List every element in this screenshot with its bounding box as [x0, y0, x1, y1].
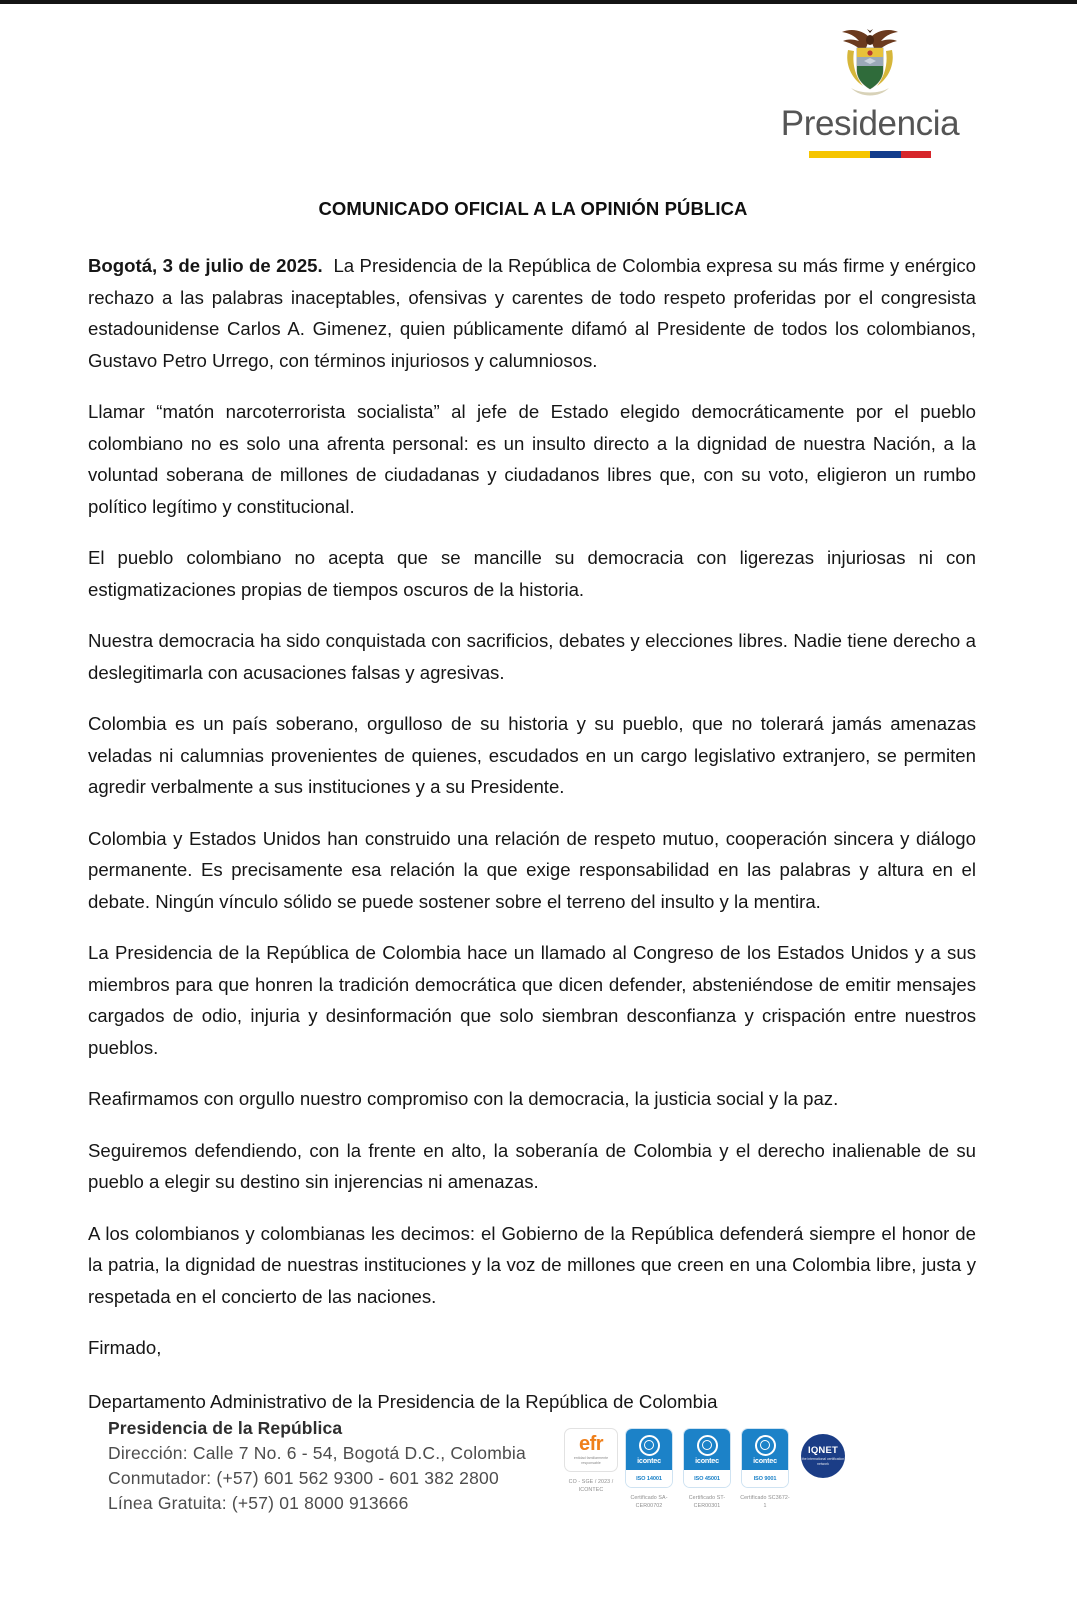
paragraph: Colombia y Estados Unidos han construido una relación de respeto mutuo, cooperación sincera y diálogo permanente. Es precisamente esa relación la que exige responsabilidad en las palabras y altura en el debate. Ningún vínculo sólido se puede sostener sobre el terreno del insulto y la mentira.: [88, 827, 976, 912]
colombia-coat-of-arms-icon: [833, 22, 907, 102]
efr-certification-icon: [564, 1428, 618, 1472]
icontec-wordmark: icontec: [637, 1455, 661, 1465]
paragraph: Reafirmamos con orgullo nuestro compromiso con la democracia, la justicia social y la paz.: [88, 1088, 839, 1109]
presidencia-logo: [755, 22, 985, 158]
icontec-caption: Certificado SA-CER00702: [630, 1495, 668, 1509]
icontec-standard: ISO 14001: [626, 1470, 672, 1487]
certification-badges: [565, 1428, 849, 1510]
icontec-caption: Certificado SC3672-1: [740, 1495, 790, 1509]
icontec-caption: Certificado ST-CER00301: [688, 1495, 726, 1509]
colombia-flag-bar-icon: [809, 151, 931, 158]
signatory-line: Departamento Administrativo de la Presidencia de la República de Colombia: [88, 1390, 718, 1412]
icontec-spiral-icon: [755, 1435, 776, 1456]
certification-icontec-45001: [681, 1428, 733, 1510]
paragraph: La Presidencia de la República de Colombia hace un llamado al Congreso de los Estados Unidos y a sus miembros para que honren la tradición democrática que dicen defender, absteniéndose de emitir mensajes cargados de odio, injuria y desinformación que solo siembran desconfianza y crispación entre nuestros pueblos.: [88, 942, 976, 1058]
paragraph-text: La Presidencia de la República de Colombia expresa su más firme y enérgico rechazo a las palabras inaceptables, ofensivas y carentes de todo respeto proferidas por el congresista estadounidense Carlos A. Gimenez, quien públicamente difamó al Presidente de todos los colombianos, Gustavo Petro Urrego, con términos injuriosos y calumniosos.: [88, 255, 976, 371]
iqnet-subtitle: the international certification network: [801, 1457, 845, 1466]
certification-icontec-9001: [739, 1428, 791, 1510]
document-footer: [0, 1394, 1077, 1599]
footer-address: Dirección: Calle 7 No. 6 - 54, Bogotá D.C., Colombia: [108, 1443, 526, 1463]
icontec-wordmark: icontec: [753, 1455, 777, 1465]
footer-switchboard: Conmutador: (+57) 601 562 9300 - 601 382 2800: [108, 1468, 499, 1488]
document-body: [88, 250, 976, 1437]
document-title: COMUNICADO OFICIAL A LA OPINIÓN PÚBLICA: [318, 198, 748, 219]
paragraph: Nuestra democracia ha sido conquistada con sacrificios, debates y elecciones libres. Nadie tiene derecho a deslegitimarla con acusaciones falsas y agresivas.: [88, 630, 976, 683]
paragraph: Llamar “matón narcoterrorista socialista” al jefe de Estado elegido democráticamente por el pueblo colombiano no es solo una afrenta personal: es un insulto directo a la dignidad de nuestra Nación, a la voluntad soberana de millones de ciudadanas y ciudadanos libres que, con su voto, eligieron un rumbo político legítimo y constitucional.: [88, 401, 976, 517]
icontec-standard: ISO 45001: [684, 1470, 730, 1487]
paragraph: Seguiremos defendiendo, con la frente en alto, la soberanía de Colombia y el derecho inalienable de su pueblo a elegir su destino sin injerencias ni amenazas.: [88, 1139, 976, 1192]
footer-toll-free: Línea Gratuita: (+57) 01 8000 913666: [108, 1493, 409, 1513]
icontec-spiral-icon: [697, 1435, 718, 1456]
iqnet-wordmark: IQNET: [807, 1444, 839, 1456]
iqnet-certification-icon: [801, 1434, 845, 1478]
paragraph: Colombia es un país soberano, orgulloso de su historia y su pueblo, que no tolerará jamás amenazas veladas ni calumnias provenientes de quienes, escudados en un cargo legislativo extranjero, se permiten agredir verbalmente a sus instituciones y a su Presidente.: [88, 713, 976, 797]
efr-wordmark: efr: [578, 1433, 604, 1456]
brand-wordmark: Presidencia: [780, 104, 960, 143]
paragraph-opening: [88, 250, 976, 376]
icontec-spiral-icon: [639, 1435, 660, 1456]
icontec-certification-icon: [683, 1428, 731, 1488]
certification-iqnet: [797, 1428, 849, 1485]
icontec-standard: ISO 9001: [742, 1470, 788, 1487]
contact-block: [108, 1416, 526, 1516]
dateline: Bogotá, 3 de julio de 2025.: [88, 255, 323, 276]
certification-icontec-14001: [623, 1428, 675, 1510]
top-edge-rule: [0, 0, 1077, 4]
icontec-wordmark: icontec: [695, 1455, 719, 1465]
certification-efr: [565, 1428, 617, 1494]
footer-organization: Presidencia de la República: [108, 1418, 343, 1438]
paragraph: El pueblo colombiano no acepta que se mancille su democracia con ligerezas injuriosas ni con estigmatizaciones propias de tiempos oscuros de la historia.: [88, 547, 976, 600]
efr-caption: CO - SGE / 2023 / ICONTEC: [568, 1479, 614, 1493]
closing-salutation: Firmado,: [88, 1337, 162, 1358]
icontec-certification-icon: [625, 1428, 673, 1488]
paragraph: A los colombianos y colombianas les decimos: el Gobierno de la República defenderá siempre el honor de la patria, la dignidad de nuestras instituciones y la voz de millones que creen en una Colombia libre, justa y respetada en el concierto de las naciones.: [88, 1222, 976, 1307]
icontec-certification-icon: [741, 1428, 789, 1488]
efr-subtitle: entidad familiarmente responsable: [573, 1456, 609, 1465]
